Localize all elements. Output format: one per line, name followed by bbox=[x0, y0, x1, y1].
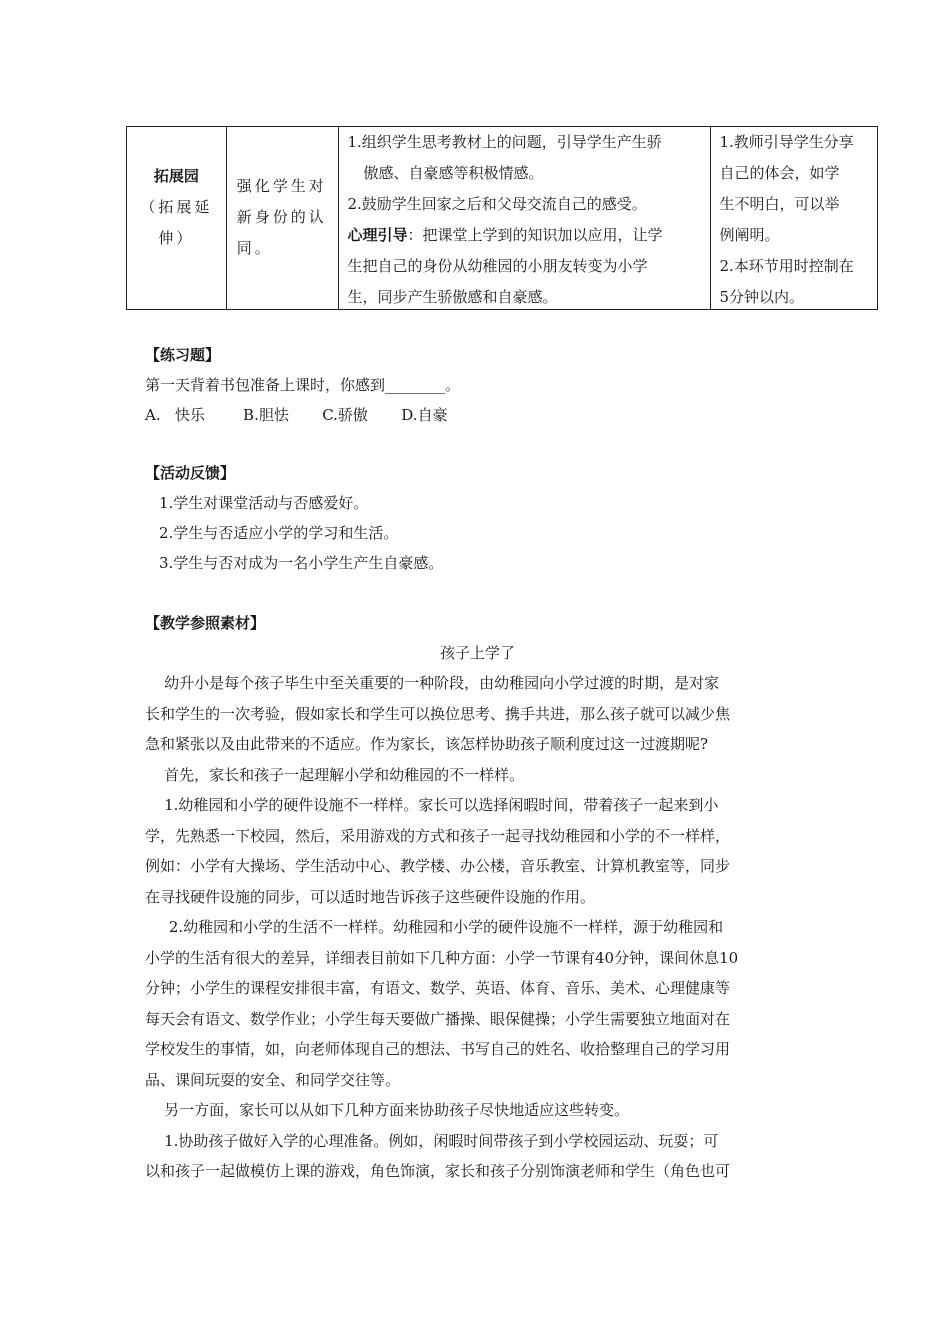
reference-line: 2.幼稚园和小学的生活不一样样。幼稚园和小学的硬件设施不一样样，源于幼稚园和 bbox=[145, 918, 724, 936]
reference-line: 在寻找硬件设施的同步，可以适时地告诉孩子这些硬件设施的作用。 bbox=[145, 887, 596, 906]
reference-line: 首先，家长和孩子一起理解小学和幼稚园的不一样样。 bbox=[145, 765, 525, 784]
reference-line: 小学的生活有很大的差异，详细表目前如下几种方面：小学一节课有40分钟，课间休息10 bbox=[145, 948, 739, 967]
feedback-item: 2.学生与否适应小学的学习和生活。 bbox=[159, 524, 399, 542]
psych-guide-label: 心理引导 bbox=[347, 226, 408, 244]
reference-line: 分钟；小学生的课程安排很丰富，有语文、数学、英语、体育、音乐、美术、心理健康等 bbox=[145, 979, 731, 997]
reference-line: 以和孩子一起做模仿上课的游戏，角色饰演，家长和孩子分别饰演老师和学生（角色也可 bbox=[145, 1162, 731, 1180]
stage-subtitle-line: 伸） bbox=[158, 228, 195, 247]
feedback-section bbox=[145, 458, 443, 578]
reference-line: 每天会有语文、数学作业；小学生每天要做广播操、眼保健操；小学生需要独立地面对在 bbox=[145, 1009, 731, 1028]
reference-line: 另一方面，家长可以从如下几种方面来协助孩子尽快地适应这些转变。 bbox=[145, 1101, 630, 1119]
table-cell-goal bbox=[227, 127, 340, 309]
reference-line: 品、课间玩耍的安全、和同学交往等。 bbox=[145, 1070, 401, 1089]
feedback-item: 1.学生对课堂活动与否感爱好。 bbox=[159, 494, 369, 512]
table-cell-activities bbox=[339, 127, 711, 309]
reference-line: 学，先熟悉一下校园，然后，采用游戏的方式和孩子一起寻找幼稚园和小学的不一样样， bbox=[145, 826, 731, 845]
lesson-table bbox=[126, 126, 878, 310]
reference-line: 1.协助孩子做好入学的心理准备。例如，闲暇时间带孩子到小学校园运动、玩耍；可 bbox=[145, 1131, 719, 1150]
goal-line: 强化学生对 bbox=[236, 177, 327, 195]
reference-section bbox=[145, 608, 810, 1187]
note-line: 自己的体会，如学 bbox=[719, 164, 840, 182]
table-cell-notes bbox=[711, 127, 877, 309]
activity-line: 生把自己的身份从幼稚园的小朋友转变为小学 bbox=[347, 257, 648, 275]
reference-body bbox=[145, 668, 810, 1187]
reference-title: 孩子上学了 bbox=[439, 644, 515, 662]
activity-line: 1.组织学生思考教材上的问题，引导学生产生骄 bbox=[347, 133, 662, 151]
reference-line: 例如：小学有大操场、学生活动中心、教学楼、办公楼，音乐教室、计算机教室等，同步 bbox=[145, 857, 731, 875]
activity-line: 生，同步产生骄傲感和自豪感。 bbox=[347, 288, 558, 306]
activity-line: 2.鼓励学生回家之后和父母交流自己的感受。 bbox=[347, 195, 647, 213]
table-cell-stage bbox=[127, 127, 227, 309]
stage-title: 拓展园 bbox=[153, 166, 199, 185]
activity-line bbox=[347, 220, 704, 251]
goal-line: 新身份的认 bbox=[236, 208, 327, 226]
goal-line: 同。 bbox=[236, 239, 273, 257]
practice-options: A. 快乐 B.胆怯 C.骄傲 D.自豪 bbox=[145, 406, 448, 424]
reference-line: 长和学生的一次考验，假如家长和学生可以换位思考、携手共进，那么孩子就可以减少焦 bbox=[145, 704, 731, 723]
feedback-heading: 【活动反馈】 bbox=[145, 464, 236, 482]
note-line: 1.教师引导学生分享 bbox=[719, 133, 854, 151]
note-line: 2.本环节用时控制在 bbox=[719, 257, 854, 275]
note-line: 例阐明。 bbox=[719, 226, 780, 244]
activity-line: 傲感、自豪感等积极情感。 bbox=[363, 164, 544, 182]
note-line: 5分钟以内。 bbox=[719, 288, 804, 306]
practice-section bbox=[145, 340, 460, 430]
reference-line: 1.幼稚园和小学的硬件设施不一样样。家长可以选择闲暇时间，带着孩子一起来到小 bbox=[145, 796, 719, 814]
reference-heading: 【教学参照素材】 bbox=[145, 614, 266, 632]
reference-line: 学校发生的事情，如，向老师体现自己的想法、书写自己的姓名、收拾整理自己的学习用 bbox=[145, 1040, 731, 1058]
reference-line: 幼升小是每个孩子毕生中至关重要的一种阶段，由幼稚园向小学过渡的时期，是对家 bbox=[145, 674, 720, 692]
reference-line: 急和紧张以及由此带来的不适应。作为家长，该怎样协助孩子顺利度过这一过渡期呢? bbox=[145, 735, 709, 753]
feedback-item: 3.学生与否对成为一名小学生产生自豪感。 bbox=[159, 554, 444, 572]
practice-question: 第一天背着书包准备上课时，你感到________。 bbox=[145, 376, 461, 394]
psych-guide-text: ：把课堂上学到的知识加以应用，让学 bbox=[407, 226, 663, 244]
practice-heading: 【练习题】 bbox=[145, 346, 221, 364]
note-line: 生不明白，可以举 bbox=[719, 195, 840, 213]
stage-subtitle-line: （拓展延 bbox=[140, 197, 213, 216]
